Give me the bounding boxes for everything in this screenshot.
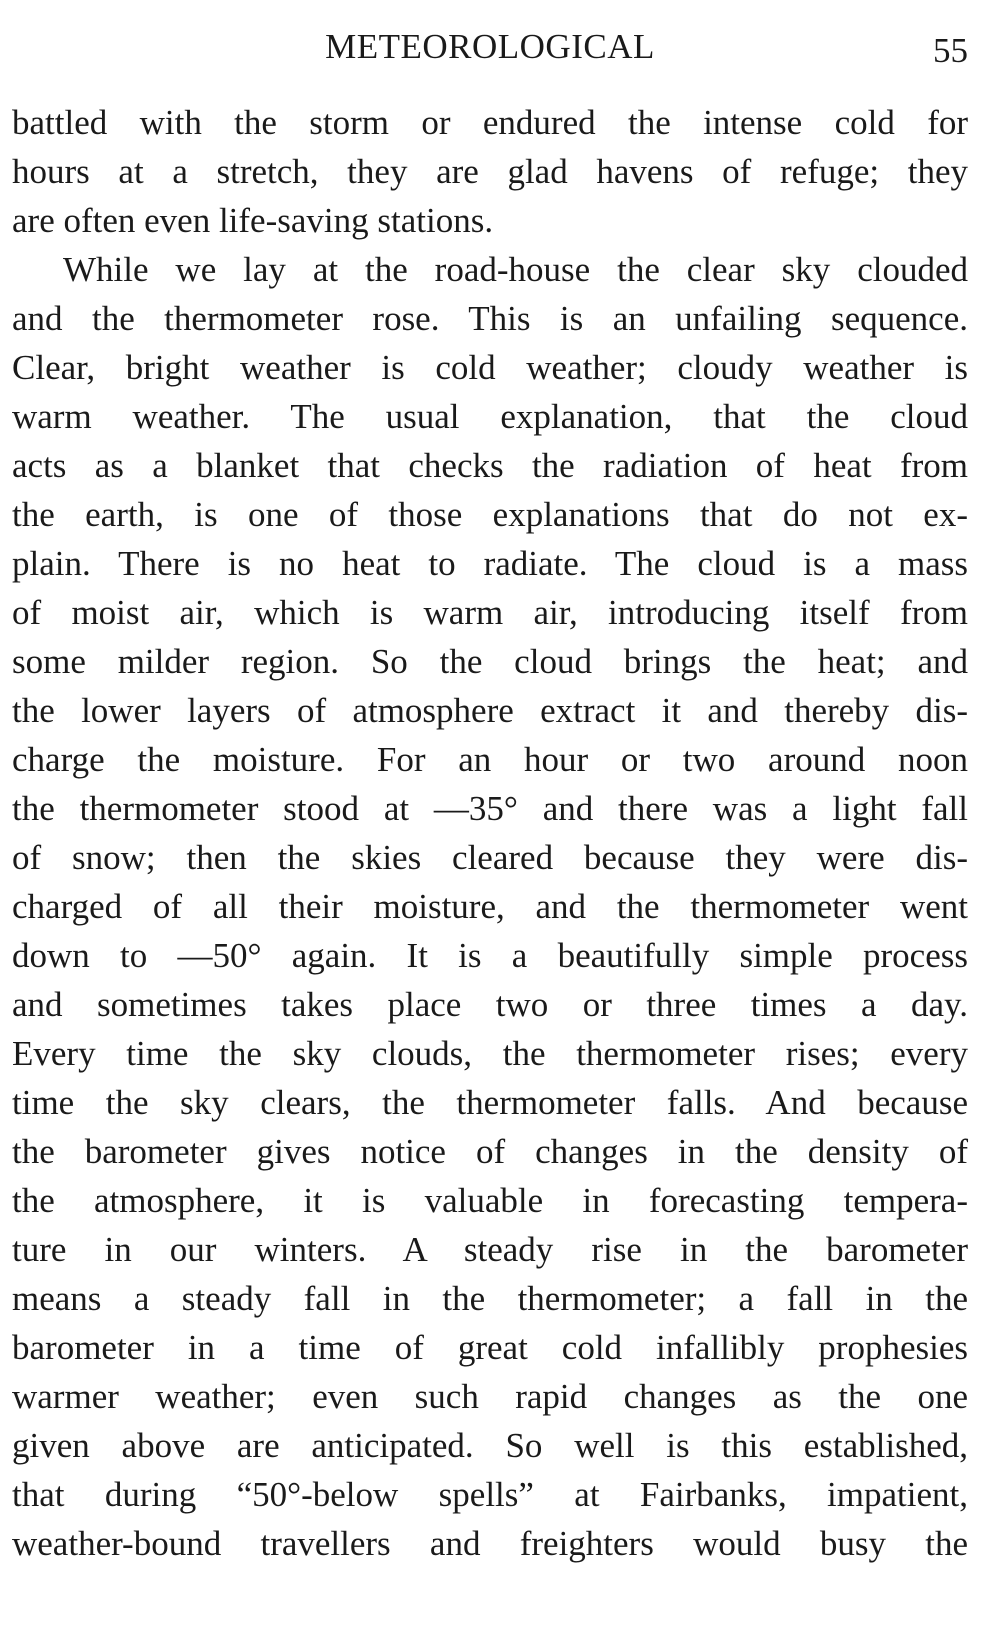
running-head [12,22,968,72]
text-line: down to —50° again. It is a beautifully simple process [12,936,968,975]
page-number: 55 [933,31,968,70]
text-line: warm weather. The usual explanation, that the cloud [12,397,968,436]
text-line: warmer weather; even such rapid changes as the one [12,1377,968,1416]
text-line: Clear, bright weather is cold weather; cloudy weather is [12,348,968,387]
text-line: the earth, is one of those explanations that do not ex- [12,495,968,534]
text-line: and sometimes takes place two or three times a day. [12,985,968,1024]
text-line: barometer in a time of great cold infallibly prophesies [12,1328,968,1367]
text-line: of snow; then the skies cleared because they were dis- [12,838,968,877]
text-line: While we lay at the road-house the clear sky clouded [63,250,968,289]
text-line: hours at a stretch, they are glad havens of refuge; they [12,152,968,191]
text-line: Every time the sky clouds, the thermometer rises; every [12,1034,968,1073]
text-line: ture in our winters. A steady rise in the barometer [12,1230,968,1269]
text-line: some milder region. So the cloud brings the heat; and [12,642,968,681]
text-line: the thermometer stood at —35° and there was a light fall [12,789,968,828]
running-title: METEOROLOGICAL [325,27,655,66]
body-text [12,98,968,1568]
text-line: and the thermometer rose. This is an unfailing sequence. [12,299,968,338]
text-line: weather-bound travellers and freighters would busy the [12,1524,968,1563]
text-line: acts as a blanket that checks the radiation of heat from [12,446,968,485]
text-line: that during “50°-below spells” at Fairbanks, impatient, [12,1475,968,1514]
text-line: charge the moisture. For an hour or two around noon [12,740,968,779]
text-line: the atmosphere, it is valuable in forecasting tempera- [12,1181,968,1220]
text-line: plain. There is no heat to radiate. The cloud is a mass [12,544,968,583]
text-line: means a steady fall in the thermometer; a fall in the [12,1279,968,1318]
text-line: are often even life-saving stations. [12,201,494,240]
text-line: given above are anticipated. So well is this established, [12,1426,968,1465]
text-line: the lower layers of atmosphere extract it and thereby dis- [12,691,968,730]
text-line: charged of all their moisture, and the thermometer went [12,887,968,926]
text-line: time the sky clears, the thermometer falls. And because [12,1083,968,1122]
text-line: of moist air, which is warm air, introducing itself from [12,593,968,632]
text-line: battled with the storm or endured the intense cold for [12,103,968,142]
text-line: the barometer gives notice of changes in the density of [12,1132,968,1171]
